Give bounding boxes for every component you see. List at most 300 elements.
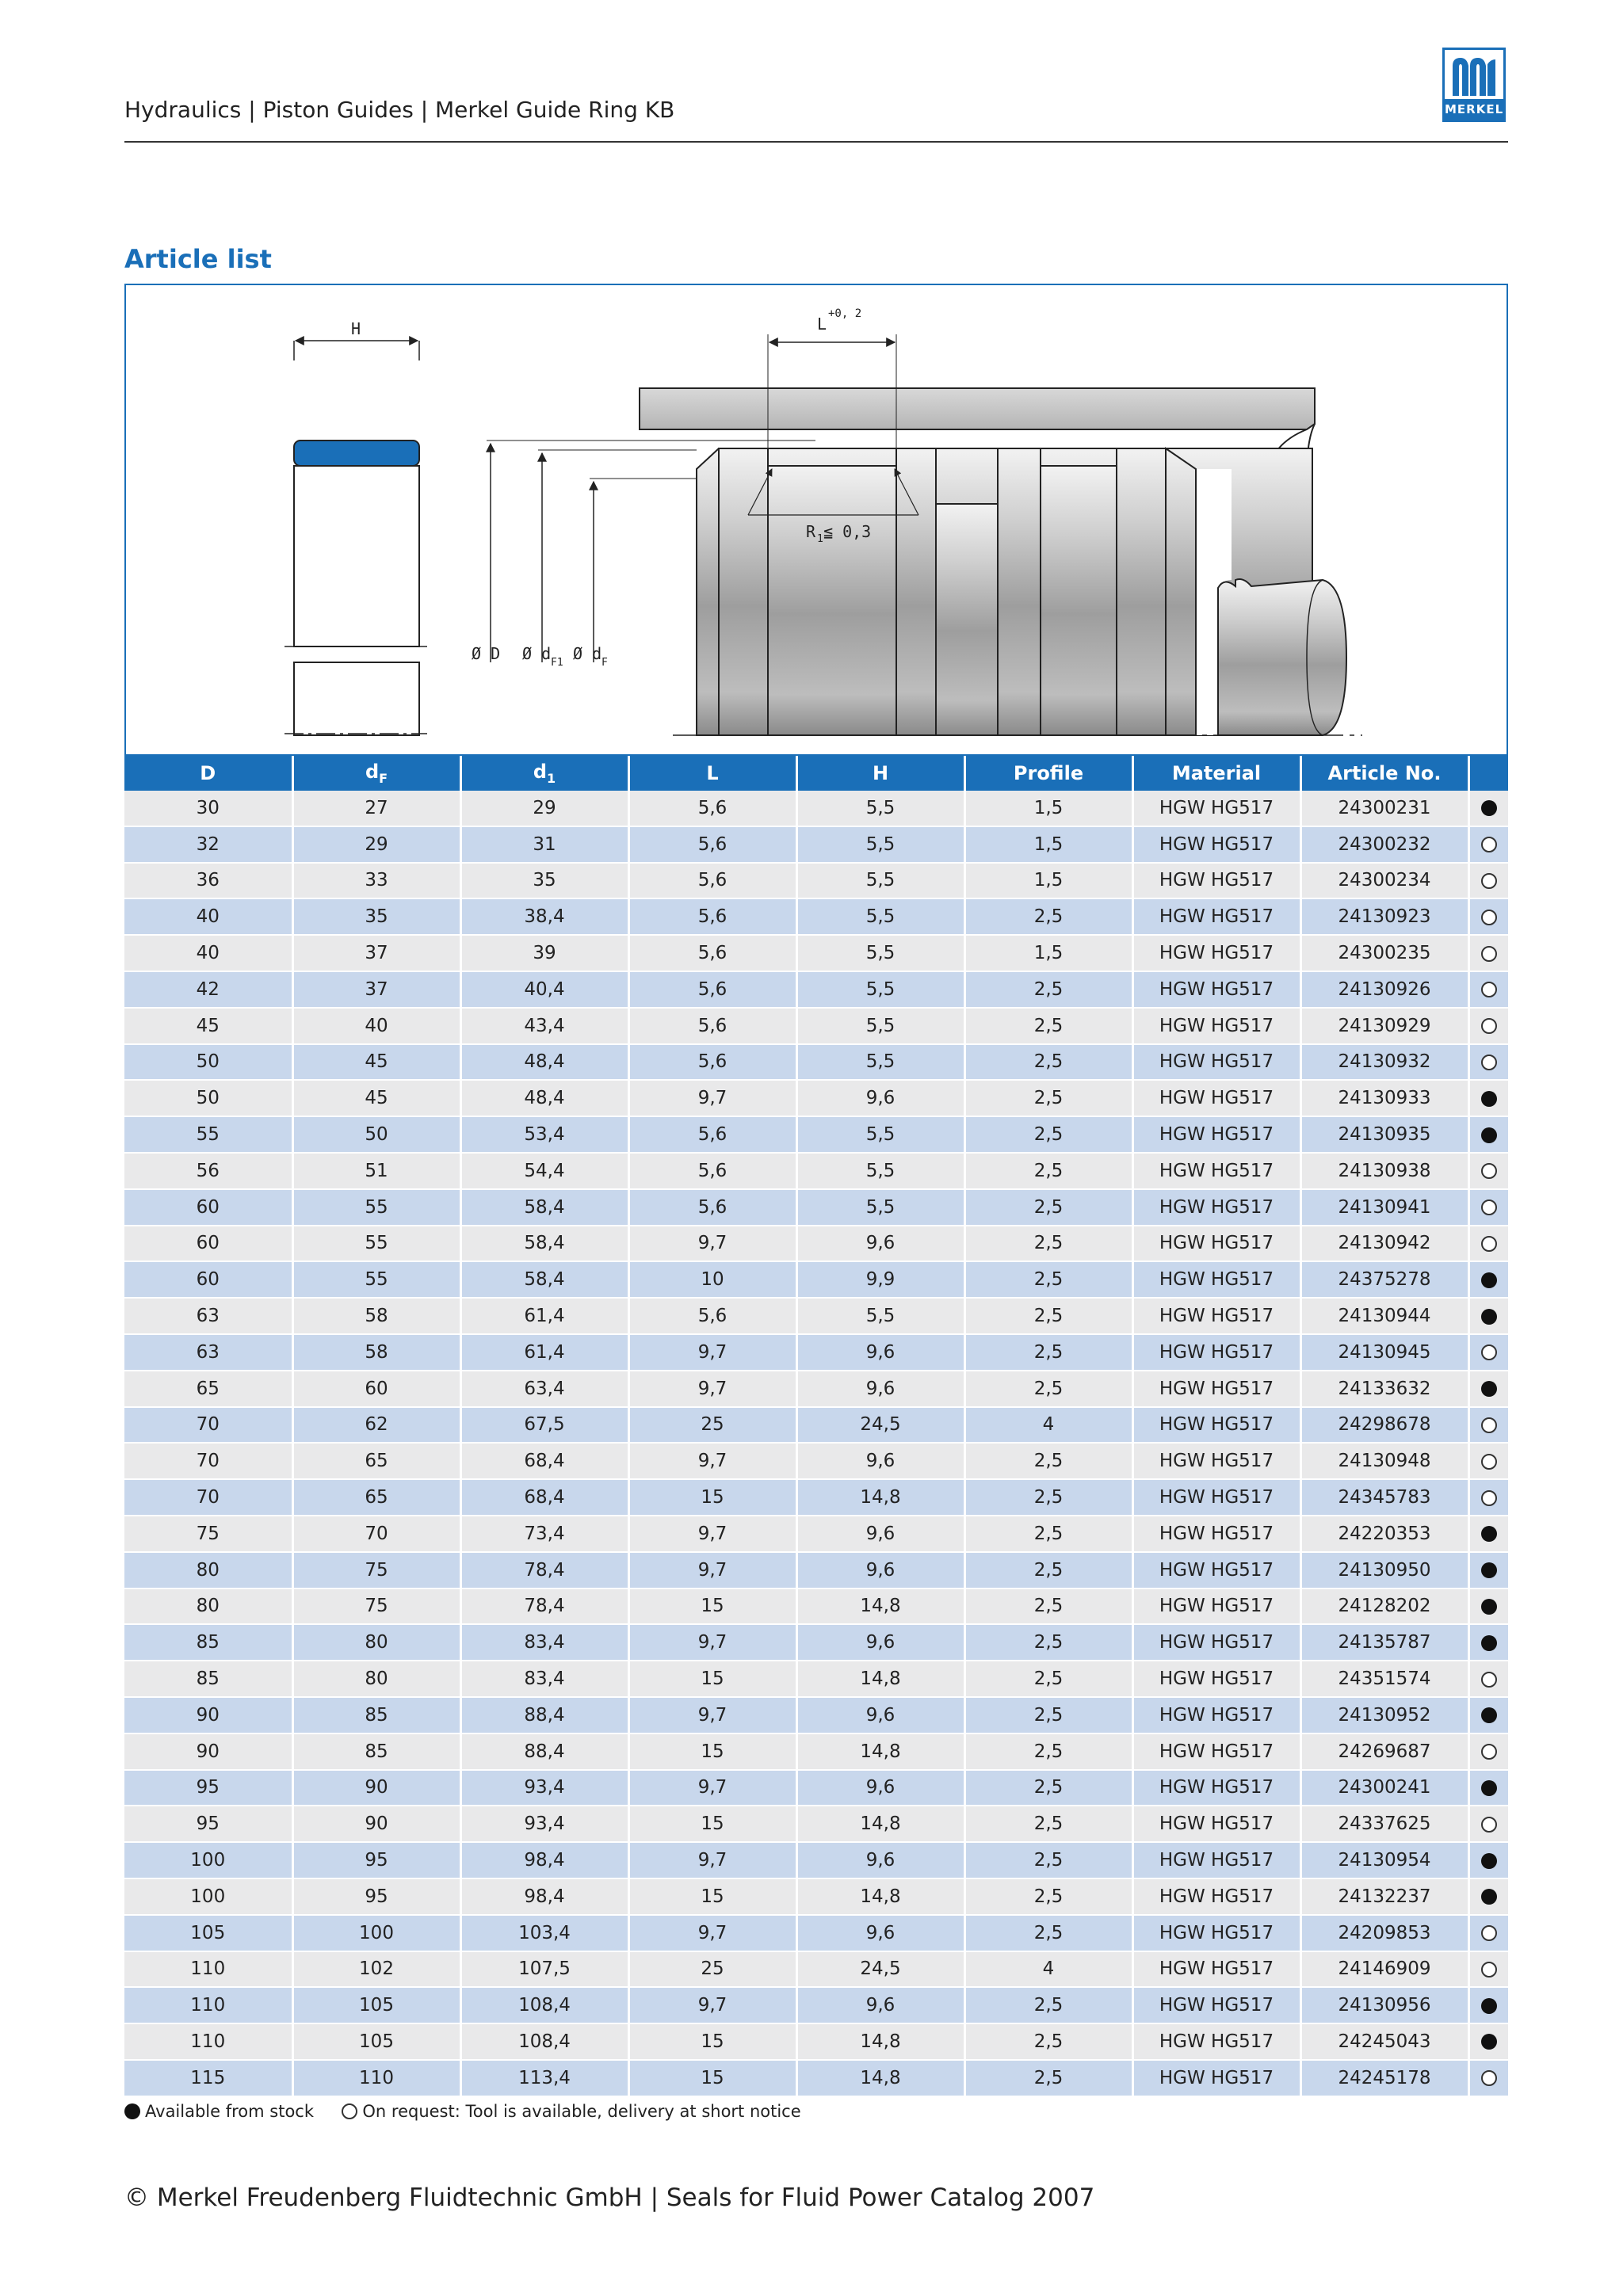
stock-dot-icon — [1481, 1562, 1497, 1578]
col-header-h: H — [796, 756, 964, 791]
table-cell: 24130950 — [1300, 1552, 1468, 1589]
table-cell: 9,6 — [796, 1842, 964, 1878]
table-cell: HGW HG517 — [1132, 1261, 1300, 1298]
table-cell: 15 — [628, 1661, 796, 1697]
table-row — [124, 863, 1508, 899]
table-cell: 5,6 — [628, 971, 796, 1008]
table-cell: 15 — [628, 2023, 796, 2060]
col-header-profile: Profile — [964, 756, 1132, 791]
table-cell: 63,4 — [460, 1371, 628, 1407]
table-cell: 58,4 — [460, 1226, 628, 1262]
table-cell: 62 — [292, 1407, 460, 1444]
request-dot-icon — [1481, 1236, 1497, 1252]
table-cell: 15 — [628, 1479, 796, 1516]
table-cell: 93,4 — [460, 1806, 628, 1842]
table-cell: 53,4 — [460, 1116, 628, 1153]
table-cell: 70 — [124, 1407, 292, 1444]
dim-l-tolerance: +0, 2 — [828, 307, 862, 320]
table-cell: HGW HG517 — [1132, 1516, 1300, 1552]
table-cell: 2,5 — [964, 1806, 1132, 1842]
table-cell: 68,4 — [460, 1443, 628, 1479]
table-cell: 2,5 — [964, 2060, 1132, 2096]
availability-cell — [1468, 1733, 1508, 1770]
table-cell: 15 — [628, 2060, 796, 2096]
table-cell: HGW HG517 — [1132, 2023, 1300, 2060]
table-row — [124, 1334, 1508, 1371]
table-cell: 5,5 — [796, 791, 964, 826]
table-cell: 37 — [292, 971, 460, 1008]
table-row — [124, 935, 1508, 971]
table-cell: 108,4 — [460, 1987, 628, 2023]
table-cell: 9,6 — [796, 1915, 964, 1951]
table-cell: 98,4 — [460, 1878, 628, 1915]
table-cell: HGW HG517 — [1132, 1661, 1300, 1697]
stock-dot-icon — [1481, 1381, 1497, 1397]
table-cell: 24130938 — [1300, 1153, 1468, 1189]
request-dot-icon — [1481, 1344, 1497, 1360]
table-cell: 5,5 — [796, 1189, 964, 1226]
table-cell: 2,5 — [964, 971, 1132, 1008]
table-cell: 2,5 — [964, 1661, 1132, 1697]
table-cell: HGW HG517 — [1132, 1552, 1300, 1589]
table-cell: 50 — [292, 1116, 460, 1153]
table-cell: 2,5 — [964, 1770, 1132, 1806]
table-cell: 9,7 — [628, 1697, 796, 1733]
availability-cell — [1468, 1624, 1508, 1661]
table-cell: HGW HG517 — [1132, 1298, 1300, 1334]
table-cell: 100 — [292, 1915, 460, 1951]
table-cell: 95 — [124, 1770, 292, 1806]
table-cell: 24130932 — [1300, 1044, 1468, 1081]
availability-cell — [1468, 1951, 1508, 1988]
stock-dot-icon — [1481, 1635, 1497, 1651]
availability-cell — [1468, 1806, 1508, 1842]
table-row — [124, 1951, 1508, 1988]
table-cell: 2,5 — [964, 1116, 1132, 1153]
table-cell: 45 — [124, 1008, 292, 1044]
table-cell: 5,6 — [628, 863, 796, 899]
table-cell: HGW HG517 — [1132, 971, 1300, 1008]
table-row — [124, 1261, 1508, 1298]
table-cell: 65 — [292, 1443, 460, 1479]
table-cell: 2,5 — [964, 898, 1132, 935]
table-cell: 95 — [292, 1878, 460, 1915]
table-row — [124, 791, 1508, 826]
availability-cell — [1468, 1044, 1508, 1081]
request-dot-icon — [1481, 1055, 1497, 1070]
table-cell: 14,8 — [796, 1733, 964, 1770]
availability-cell — [1468, 826, 1508, 863]
table-cell: 9,9 — [796, 1261, 964, 1298]
dim-phi-df-sub: F — [601, 657, 608, 669]
table-cell: 2,5 — [964, 1589, 1132, 1625]
table-cell: 9,7 — [628, 1987, 796, 2023]
dim-r1-label: R — [806, 522, 816, 541]
stock-dot-icon — [1481, 1309, 1497, 1325]
table-cell: 24130926 — [1300, 971, 1468, 1008]
table-cell: 63 — [124, 1334, 292, 1371]
table-cell: 2,5 — [964, 1697, 1132, 1733]
table-cell: 14,8 — [796, 2060, 964, 2096]
table-cell: 9,7 — [628, 1080, 796, 1116]
table-cell: HGW HG517 — [1132, 1915, 1300, 1951]
table-cell: 9,6 — [796, 1371, 964, 1407]
request-dot-icon — [1481, 1817, 1497, 1833]
dim-h-label: H — [351, 319, 361, 338]
table-cell: 5,5 — [796, 1044, 964, 1081]
table-cell: 43,4 — [460, 1008, 628, 1044]
table-cell: 55 — [292, 1189, 460, 1226]
stock-dot-icon — [1481, 1127, 1497, 1143]
table-cell: 35 — [292, 898, 460, 935]
technical-drawing — [124, 284, 1508, 756]
table-cell: 5,6 — [628, 1008, 796, 1044]
availability-cell — [1468, 1443, 1508, 1479]
availability-cell — [1468, 1116, 1508, 1153]
table-cell: 9,7 — [628, 1516, 796, 1552]
availability-cell — [1468, 1261, 1508, 1298]
availability-cell — [1468, 1589, 1508, 1625]
table-cell: 4 — [964, 1407, 1132, 1444]
stock-dot-icon — [1481, 1853, 1497, 1869]
table-cell: 24130942 — [1300, 1226, 1468, 1262]
table-cell: 70 — [292, 1516, 460, 1552]
table-cell: 24345783 — [1300, 1479, 1468, 1516]
table-row — [124, 898, 1508, 935]
table-cell: 95 — [292, 1842, 460, 1878]
table-cell: 24130945 — [1300, 1334, 1468, 1371]
table-cell: 9,6 — [796, 1624, 964, 1661]
table-cell: HGW HG517 — [1132, 1806, 1300, 1842]
dim-l-label: L — [817, 315, 827, 334]
table-cell: 9,7 — [628, 1371, 796, 1407]
table-cell: 60 — [124, 1226, 292, 1262]
table-header-row — [124, 756, 1508, 791]
table-cell: 33 — [292, 863, 460, 899]
availability-cell — [1468, 1189, 1508, 1226]
table-row — [124, 2060, 1508, 2096]
table-cell: 110 — [292, 2060, 460, 2096]
table-cell: 98,4 — [460, 1842, 628, 1878]
table-cell: 24300232 — [1300, 826, 1468, 863]
table-cell: 24,5 — [796, 1951, 964, 1988]
table-cell: 2,5 — [964, 2023, 1132, 2060]
table-cell: 9,6 — [796, 1334, 964, 1371]
stock-dot-icon — [1481, 1526, 1497, 1542]
table-cell: 113,4 — [460, 2060, 628, 2096]
availability-cell — [1468, 1552, 1508, 1589]
availability-cell — [1468, 1987, 1508, 2023]
table-cell: 65 — [292, 1479, 460, 1516]
table-cell: 24300234 — [1300, 863, 1468, 899]
table-cell: 63 — [124, 1298, 292, 1334]
table-cell: 70 — [124, 1443, 292, 1479]
availability-cell — [1468, 898, 1508, 935]
ring-section — [285, 319, 427, 735]
table-cell: 24298678 — [1300, 1407, 1468, 1444]
stock-dot-icon — [1481, 1599, 1497, 1615]
table-cell: 14,8 — [796, 2023, 964, 2060]
table-cell: 2,5 — [964, 1479, 1132, 1516]
table-cell: 24,5 — [796, 1407, 964, 1444]
table-cell: 36 — [124, 863, 292, 899]
table-cell: HGW HG517 — [1132, 1080, 1300, 1116]
table-cell: 24130929 — [1300, 1008, 1468, 1044]
availability-cell — [1468, 1080, 1508, 1116]
dim-r1-sub: 1 — [817, 533, 823, 545]
availability-cell — [1468, 1842, 1508, 1878]
table-cell: 15 — [628, 1589, 796, 1625]
request-dot-icon — [342, 2103, 357, 2119]
table-cell: 48,4 — [460, 1080, 628, 1116]
stock-dot-icon — [1481, 1707, 1497, 1723]
stock-dot-icon — [1481, 2034, 1497, 2050]
table-cell: 9,6 — [796, 1516, 964, 1552]
table-cell: 5,5 — [796, 826, 964, 863]
table-row — [124, 1298, 1508, 1334]
table-cell: 24220353 — [1300, 1516, 1468, 1552]
table-cell: 83,4 — [460, 1624, 628, 1661]
table-row — [124, 1371, 1508, 1407]
header-breadcrumb: Hydraulics | Piston Guides | Merkel Guide Ring KB — [124, 97, 675, 123]
table-cell: HGW HG517 — [1132, 1044, 1300, 1081]
availability-cell — [1468, 1008, 1508, 1044]
table-cell: 24300231 — [1300, 791, 1468, 826]
table-cell: 9,6 — [796, 1080, 964, 1116]
availability-cell — [1468, 1697, 1508, 1733]
table-cell: 5,6 — [628, 826, 796, 863]
table-cell: 9,7 — [628, 1443, 796, 1479]
table-cell: 2,5 — [964, 1189, 1132, 1226]
table-cell: 24130956 — [1300, 1987, 1468, 2023]
table-cell: HGW HG517 — [1132, 1479, 1300, 1516]
table-cell: 2,5 — [964, 1153, 1132, 1189]
table-cell: 24351574 — [1300, 1661, 1468, 1697]
table-cell: 9,6 — [796, 1552, 964, 1589]
table-cell: 58,4 — [460, 1189, 628, 1226]
table-cell: HGW HG517 — [1132, 1334, 1300, 1371]
table-cell: 24130923 — [1300, 898, 1468, 935]
table-cell: 5,5 — [796, 1153, 964, 1189]
table-cell: 50 — [124, 1044, 292, 1081]
legend-request: On request: Tool is available, delivery at short notice — [362, 2102, 801, 2121]
dim-phi-df1-sub: F1 — [551, 657, 563, 669]
table-cell: 5,6 — [628, 898, 796, 935]
table-cell: 85 — [292, 1733, 460, 1770]
table-cell: HGW HG517 — [1132, 1189, 1300, 1226]
table-cell: 70 — [124, 1479, 292, 1516]
table-cell: 58 — [292, 1334, 460, 1371]
table-cell: 2,5 — [964, 1298, 1132, 1334]
table-cell: 9,6 — [796, 1987, 964, 2023]
request-dot-icon — [1481, 1925, 1497, 1941]
request-dot-icon — [1481, 1744, 1497, 1760]
table-cell: 39 — [460, 935, 628, 971]
table-cell: 83,4 — [460, 1661, 628, 1697]
table-cell: 24133632 — [1300, 1371, 1468, 1407]
table-cell: 55 — [292, 1226, 460, 1262]
availability-cell — [1468, 791, 1508, 826]
table-cell: 5,6 — [628, 1189, 796, 1226]
table-row — [124, 1479, 1508, 1516]
stock-dot-icon — [1481, 1780, 1497, 1796]
table-cell: 108,4 — [460, 2023, 628, 2060]
table-cell: 2,5 — [964, 1624, 1132, 1661]
availability-cell — [1468, 863, 1508, 899]
table-cell: 2,5 — [964, 1226, 1132, 1262]
table-cell: 24135787 — [1300, 1624, 1468, 1661]
table-row — [124, 1226, 1508, 1262]
table-row — [124, 971, 1508, 1008]
col-header-d1: $d_1$ — [460, 756, 628, 791]
table-cell: 61,4 — [460, 1298, 628, 1334]
col-header-df: $d_F$ — [292, 756, 460, 791]
table-cell: 75 — [292, 1552, 460, 1589]
table-cell: 80 — [292, 1624, 460, 1661]
table-cell: 5,5 — [796, 971, 964, 1008]
table-cell: 102 — [292, 1951, 460, 1988]
table-cell: 2,5 — [964, 1334, 1132, 1371]
dim-phi-df1: Ø d — [522, 644, 552, 663]
table-cell: 30 — [124, 791, 292, 826]
table-cell: 5,5 — [796, 935, 964, 971]
table-cell: 37 — [292, 935, 460, 971]
table-cell: 60 — [292, 1371, 460, 1407]
request-dot-icon — [1481, 910, 1497, 925]
table-cell: 78,4 — [460, 1589, 628, 1625]
table-cell: 5,5 — [796, 1008, 964, 1044]
table-cell: 61,4 — [460, 1334, 628, 1371]
table-row — [124, 2023, 1508, 2060]
table-cell: 24130935 — [1300, 1116, 1468, 1153]
request-dot-icon — [1481, 837, 1497, 852]
table-row — [124, 1661, 1508, 1697]
table-cell: 73,4 — [460, 1516, 628, 1552]
table-row — [124, 1516, 1508, 1552]
table-cell: 14,8 — [796, 1589, 964, 1625]
table-cell: 27 — [292, 791, 460, 826]
table-cell: HGW HG517 — [1132, 863, 1300, 899]
table-cell: 9,7 — [628, 1552, 796, 1589]
request-dot-icon — [1481, 982, 1497, 997]
table-cell: 80 — [124, 1552, 292, 1589]
table-cell: 42 — [124, 971, 292, 1008]
table-cell: 110 — [124, 1951, 292, 1988]
table-cell: 2,5 — [964, 1008, 1132, 1044]
availability-cell — [1468, 2060, 1508, 2096]
table-cell: 9,7 — [628, 1770, 796, 1806]
table-cell: 5,6 — [628, 1298, 796, 1334]
table-cell: 40 — [124, 935, 292, 971]
stock-dot-icon — [1481, 1998, 1497, 2014]
table-cell: HGW HG517 — [1132, 1443, 1300, 1479]
table-cell: 5,5 — [796, 1298, 964, 1334]
table-row — [124, 1770, 1508, 1806]
table-cell: 9,6 — [796, 1697, 964, 1733]
table-cell: 88,4 — [460, 1733, 628, 1770]
table-row — [124, 1987, 1508, 2023]
dim-phi-d: Ø D — [472, 644, 501, 663]
table-cell: 110 — [124, 1987, 292, 2023]
table-cell: HGW HG517 — [1132, 935, 1300, 971]
table-cell: HGW HG517 — [1132, 1878, 1300, 1915]
availability-cell — [1468, 1371, 1508, 1407]
table-cell: 5,6 — [628, 1116, 796, 1153]
table-cell: 2,5 — [964, 1733, 1132, 1770]
table-cell: 60 — [124, 1189, 292, 1226]
table-cell: 10 — [628, 1261, 796, 1298]
table-cell: 9,7 — [628, 1226, 796, 1262]
table-cell: 60 — [124, 1261, 292, 1298]
table-cell: 2,5 — [964, 1842, 1132, 1878]
request-dot-icon — [1481, 1490, 1497, 1506]
merkel-logo-icon — [1449, 55, 1499, 97]
table-cell: 2,5 — [964, 1443, 1132, 1479]
table-cell: 4 — [964, 1951, 1132, 1988]
table-cell: HGW HG517 — [1132, 1116, 1300, 1153]
table-cell: 65 — [124, 1371, 292, 1407]
table-cell: HGW HG517 — [1132, 898, 1300, 935]
request-dot-icon — [1481, 1417, 1497, 1433]
table-cell: 67,5 — [460, 1407, 628, 1444]
table-cell: 58 — [292, 1298, 460, 1334]
table-cell: 55 — [292, 1261, 460, 1298]
table-cell: 24130952 — [1300, 1697, 1468, 1733]
col-header-article-no: Article No. — [1300, 756, 1468, 791]
table-cell: 24300241 — [1300, 1770, 1468, 1806]
table-cell: 24269687 — [1300, 1733, 1468, 1770]
table-cell: 80 — [292, 1661, 460, 1697]
table-row — [124, 1806, 1508, 1842]
table-cell: HGW HG517 — [1132, 1226, 1300, 1262]
table-cell: 24245043 — [1300, 2023, 1468, 2060]
request-dot-icon — [1481, 873, 1497, 889]
availability-cell — [1468, 1334, 1508, 1371]
table-cell: 15 — [628, 1806, 796, 1842]
table-cell: 2,5 — [964, 1371, 1132, 1407]
table-cell: 54,4 — [460, 1153, 628, 1189]
table-cell: 2,5 — [964, 1987, 1132, 2023]
table-cell: 105 — [292, 1987, 460, 2023]
table-cell: 14,8 — [796, 1878, 964, 1915]
table-cell: 38,4 — [460, 898, 628, 935]
page-header — [124, 93, 1508, 143]
table-cell: 29 — [292, 826, 460, 863]
table-cell: 103,4 — [460, 1915, 628, 1951]
table-cell: 24128202 — [1300, 1589, 1468, 1625]
col-header-l: L — [628, 756, 796, 791]
table-cell: 31 — [460, 826, 628, 863]
availability-cell — [1468, 1516, 1508, 1552]
table-cell: 9,7 — [628, 1334, 796, 1371]
table-cell: 40 — [292, 1008, 460, 1044]
table-cell: 2,5 — [964, 1080, 1132, 1116]
availability-cell — [1468, 1226, 1508, 1262]
table-cell: 2,5 — [964, 1552, 1132, 1589]
table-cell: 48,4 — [460, 1044, 628, 1081]
table-cell: 85 — [124, 1624, 292, 1661]
table-cell: 1,5 — [964, 826, 1132, 863]
stock-dot-icon — [1481, 1091, 1497, 1107]
table-row — [124, 1189, 1508, 1226]
article-table — [124, 756, 1508, 2097]
availability-cell — [1468, 1878, 1508, 1915]
availability-cell — [1468, 1915, 1508, 1951]
table-cell: 110 — [124, 2023, 292, 2060]
table-row — [124, 1733, 1508, 1770]
table-cell: 1,5 — [964, 791, 1132, 826]
table-cell: 1,5 — [964, 863, 1132, 899]
